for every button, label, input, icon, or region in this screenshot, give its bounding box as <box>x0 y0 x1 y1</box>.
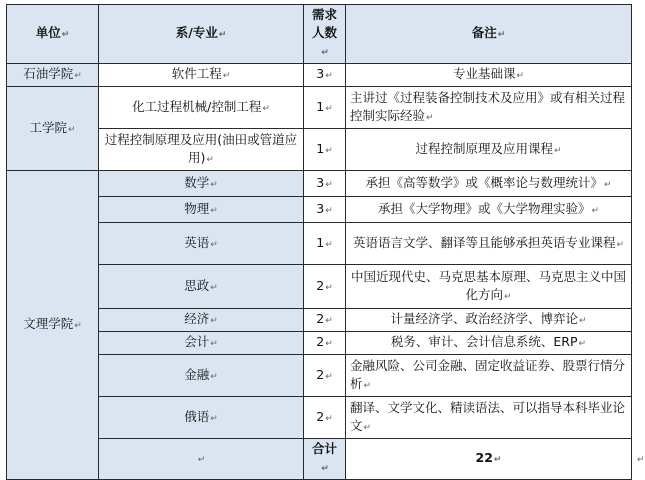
header-count: 需求人数↵ <box>304 5 346 64</box>
note-cell: 承担《大学物理》或《大学物理实验》↵ <box>346 197 632 223</box>
demand-table-wrapper <box>6 4 645 480</box>
dept-cell: 物理↵ <box>99 197 304 223</box>
dept-cell: 金融↵ <box>99 355 304 397</box>
table-row <box>7 265 632 309</box>
count-cell: 2↵ <box>304 265 346 309</box>
table-row <box>7 397 632 439</box>
unit-cell: 石油学院↵ <box>7 64 99 87</box>
table-row <box>7 309 632 332</box>
table-row <box>7 171 632 197</box>
total-row: ↵ 合计↵ 22↵ ↵ <box>7 439 632 480</box>
dept-cell: 化工过程机械/控制工程↵ <box>99 87 304 129</box>
table-row <box>7 64 632 87</box>
dept-cell: 俄语↵ <box>99 397 304 439</box>
header-note: 备注↵ <box>346 5 632 64</box>
table-header-row <box>7 5 632 64</box>
table-row <box>7 129 632 171</box>
unit-cell: 工学院↵ <box>7 87 99 171</box>
header-dept: 系/专业↵ <box>99 5 304 64</box>
total-label: 合计↵ <box>304 439 346 480</box>
unit-cell-empty: ↵ <box>99 439 304 480</box>
count-cell: 2↵ <box>304 332 346 355</box>
dept-cell: 数学↵ <box>99 171 304 197</box>
count-cell: 2↵ <box>304 397 346 439</box>
count-cell: 2↵ <box>304 355 346 397</box>
note-cell: 税务、审计、会计信息系统、ERP↵ <box>346 332 632 355</box>
dept-cell: 软件工程↵ <box>99 64 304 87</box>
count-cell: 2↵ <box>304 309 346 332</box>
note-cell: 主讲过《过程装备控制技术及应用》或有相关过程控制实际经验↵ <box>346 87 632 129</box>
count-cell: 1↵ <box>304 223 346 265</box>
note-cell: 计量经济学、政治经济学、博弈论↵ <box>346 309 632 332</box>
count-cell: 3↵ <box>304 64 346 87</box>
count-cell: 3↵ <box>304 197 346 223</box>
table-row <box>7 87 632 129</box>
table-row <box>7 355 632 397</box>
note-cell: 专业基础课↵ <box>346 64 632 87</box>
note-cell: 英语语言文学、翻译等且能够承担英语专业课程↵ <box>346 223 632 265</box>
note-cell: 翻译、文学文化、精读语法、可以指导本科毕业论文↵ <box>346 397 632 439</box>
count-cell: 1↵ <box>304 129 346 171</box>
demand-table <box>6 4 645 480</box>
note-cell: 承担《高等数学》或《概率论与数理统计》↵ <box>346 171 632 197</box>
dept-cell: 思政↵ <box>99 265 304 309</box>
header-unit: 单位↵ <box>7 5 99 64</box>
note-cell: 中国近现代史、马克思基本原理、马克思主义中国化方向↵ <box>346 265 632 309</box>
dept-cell: 英语↵ <box>99 223 304 265</box>
dept-cell: 过程控制原理及应用(油田或管道应用)↵ <box>99 129 304 171</box>
dept-cell: 经济↵ <box>99 309 304 332</box>
count-cell: 3↵ <box>304 171 346 197</box>
unit-cell: 文理学院↵ <box>7 171 99 480</box>
table-row <box>7 197 632 223</box>
note-cell: 金融风险、公司金融、固定收益证券、股票行情分析↵ <box>346 355 632 397</box>
total-count: 22↵ <box>346 439 632 480</box>
note-cell: 过程控制原理及应用课程↵ <box>346 129 632 171</box>
count-cell: 1↵ <box>304 87 346 129</box>
table-row <box>7 223 632 265</box>
table-row <box>7 332 632 355</box>
dept-cell: 会计↵ <box>99 332 304 355</box>
